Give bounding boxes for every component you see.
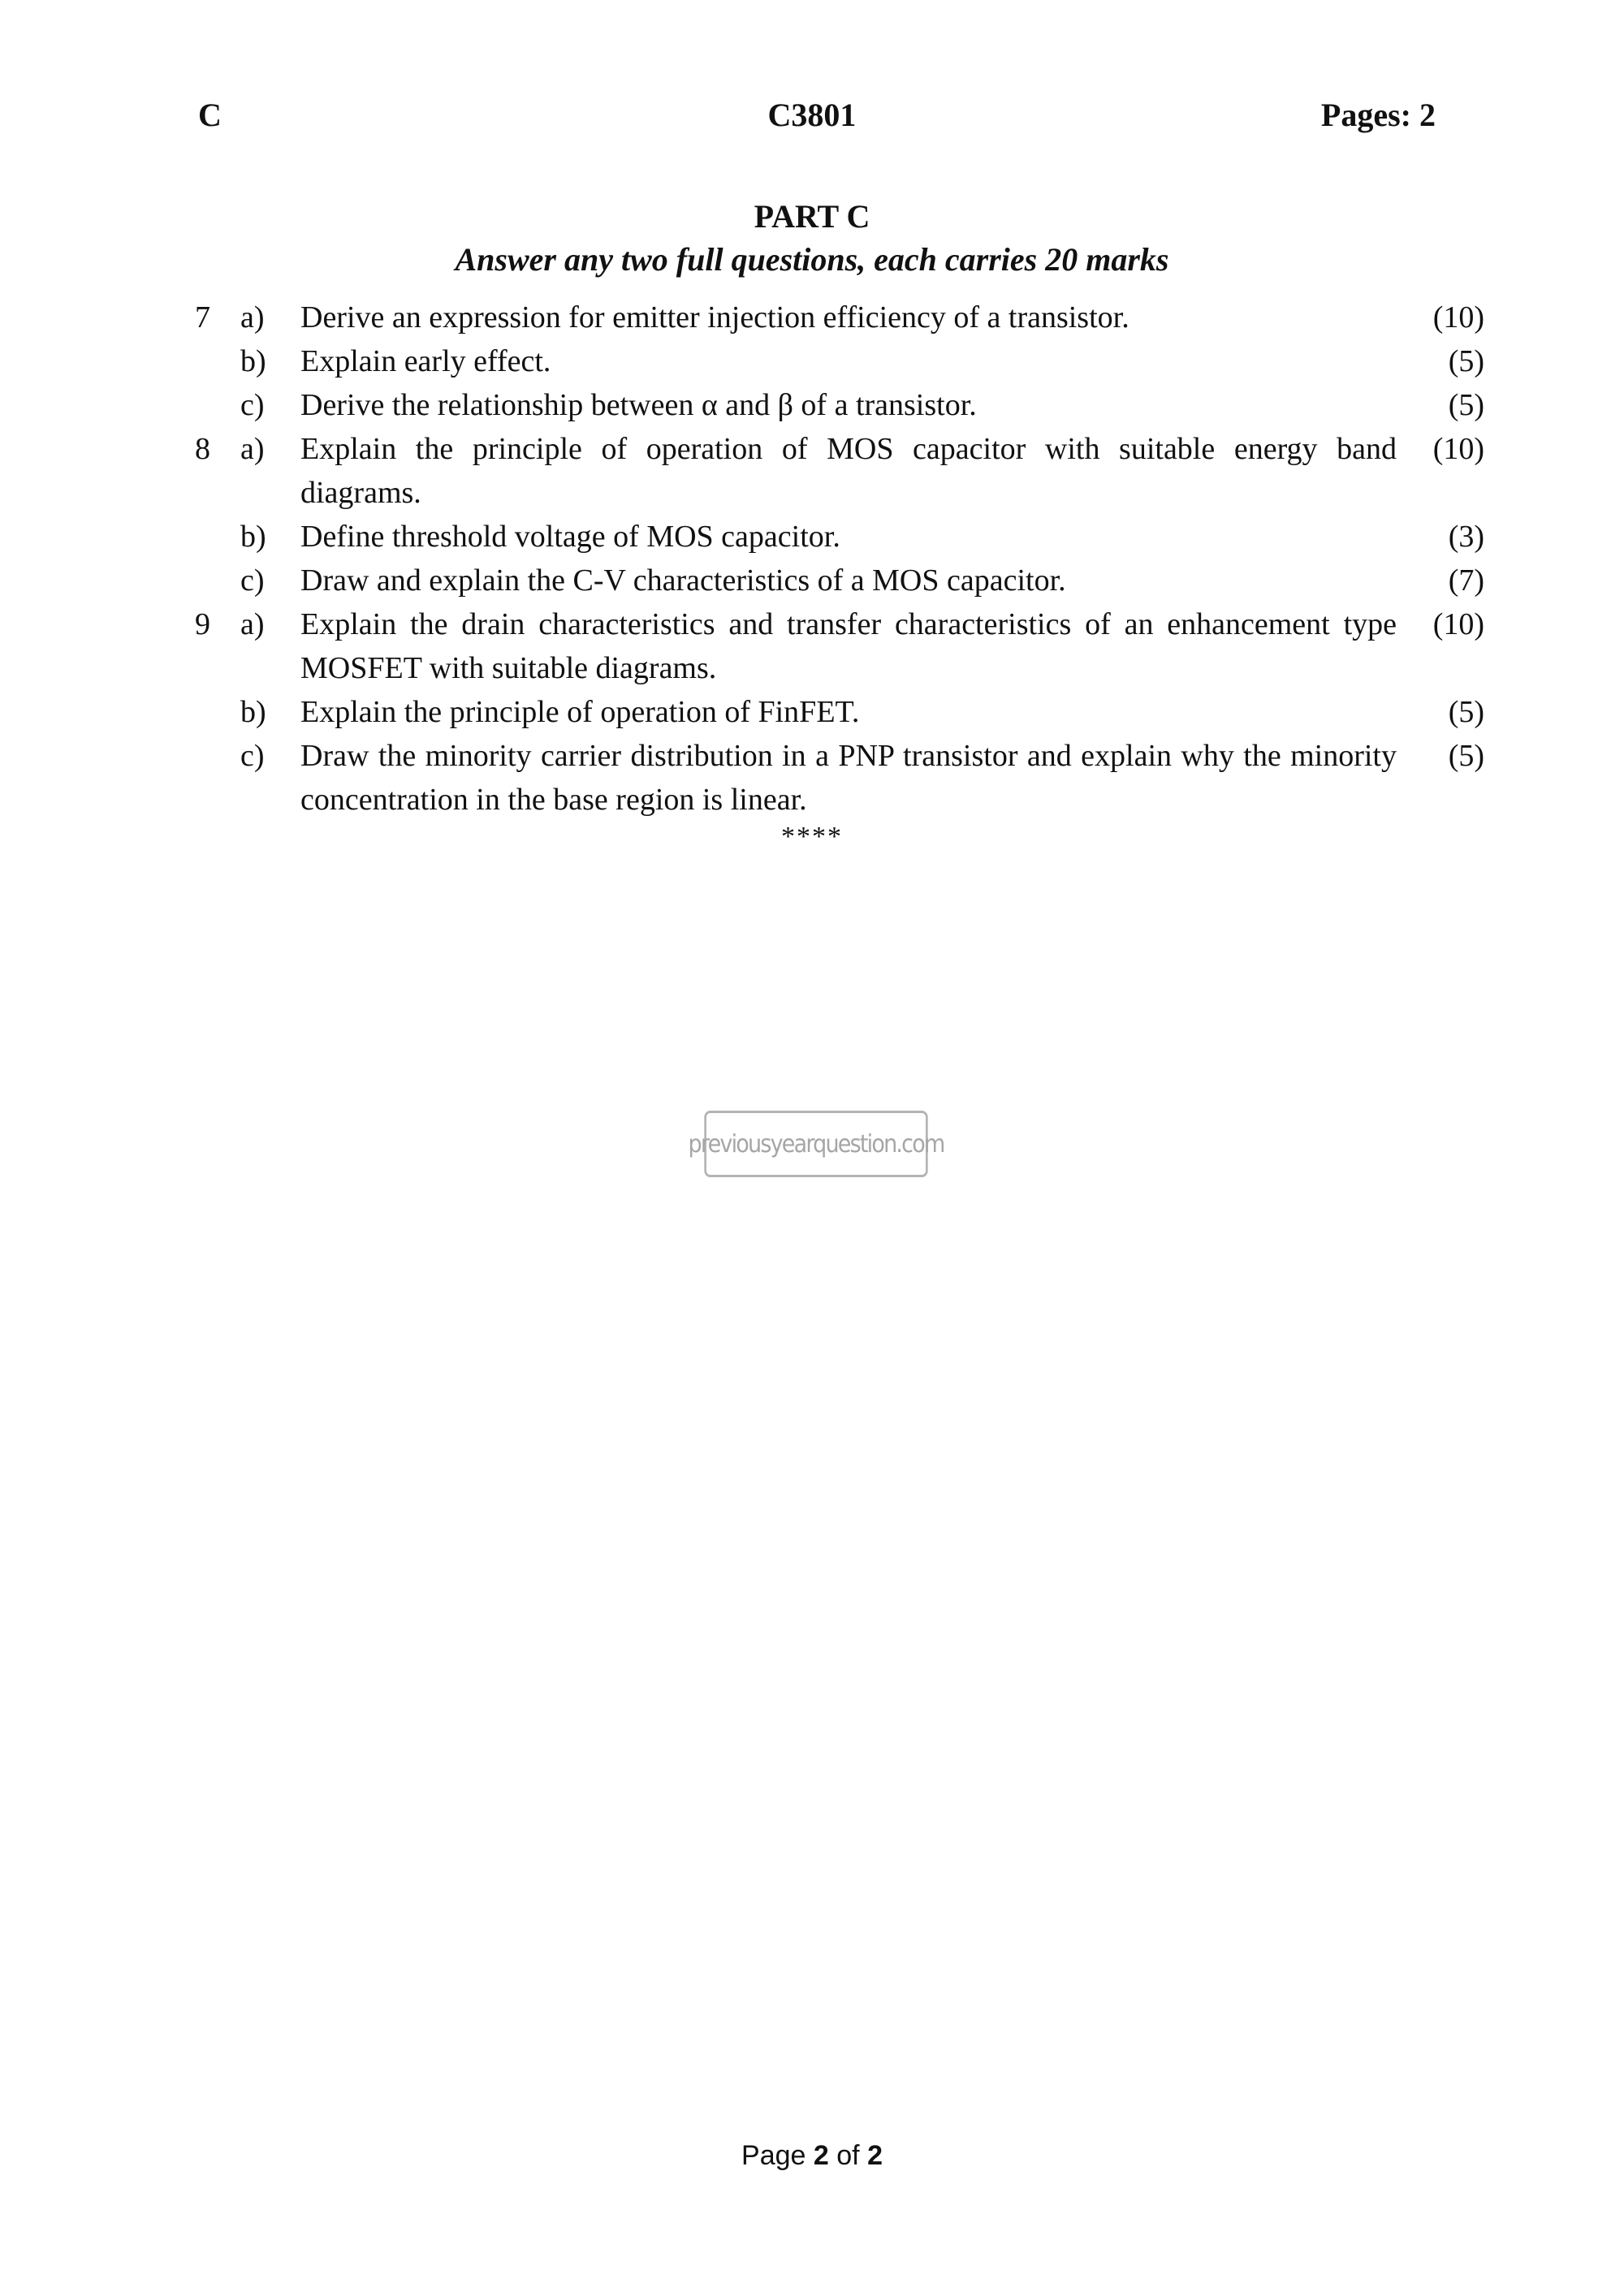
question-text: Define threshold voltage of MOS capacitor.	[300, 520, 840, 554]
question-marks: (5)	[1448, 695, 1484, 729]
sub-question-label: a)	[240, 607, 265, 641]
sub-question-label: a)	[240, 300, 265, 334]
question-marks: (5)	[1448, 388, 1484, 422]
sub-question-label: b)	[240, 520, 266, 554]
end-of-paper-mark: ****	[781, 822, 843, 852]
question-text: Draw and explain the C-V characteristics of a MOS capacitor.	[300, 563, 1066, 598]
question-7c	[0, 383, 1624, 427]
question-8a	[0, 427, 1624, 515]
footer-current-page: 2	[813, 2140, 829, 2171]
footer-of-word: of	[836, 2140, 860, 2171]
question-marks: (3)	[1448, 520, 1484, 554]
sub-question-label: b)	[240, 344, 266, 378]
sub-question-label: b)	[240, 695, 266, 729]
question-7b	[0, 339, 1624, 383]
part-title: PART C	[754, 198, 870, 235]
header-page-count: Pages: 2	[1320, 97, 1436, 133]
sub-question-label: a)	[240, 432, 265, 466]
question-text: Explain the drain characteristics and transfer characteristics of an enhancement type MOSFET with suitable diagrams.	[300, 607, 1397, 685]
question-marks: (7)	[1448, 563, 1484, 598]
question-number: 8	[195, 432, 210, 466]
sub-question-label: c)	[240, 563, 265, 598]
header-paper-code: C3801	[767, 97, 857, 133]
sub-question-label: c)	[240, 739, 265, 773]
part-instructions: Answer any two full questions, each carries 20 marks	[455, 241, 1169, 278]
watermark-logo: previousyearquestion.com	[704, 1111, 927, 1177]
question-number: 7	[195, 300, 210, 334]
question-marks: (5)	[1448, 344, 1484, 378]
question-marks: (10)	[1432, 607, 1484, 641]
question-marks: (10)	[1432, 432, 1484, 466]
page-footer	[0, 2140, 1624, 2172]
question-marks: (10)	[1432, 300, 1484, 334]
question-number: 9	[195, 607, 210, 641]
question-text: Derive the relationship between α and β of a transistor.	[300, 388, 977, 422]
header-series-code: C	[198, 97, 222, 133]
question-list	[0, 296, 1624, 822]
question-9c	[0, 734, 1624, 822]
question-8b	[0, 515, 1624, 559]
question-8c	[0, 559, 1624, 602]
question-text: Derive an expression for emitter injection efficiency of a transistor.	[300, 300, 1129, 334]
sub-question-label: c)	[240, 388, 265, 422]
question-7a	[0, 296, 1624, 339]
footer-total-pages: 2	[867, 2140, 883, 2171]
question-text: Explain early effect.	[300, 344, 551, 378]
page-header	[0, 96, 1624, 145]
question-9a	[0, 602, 1624, 690]
question-marks: (5)	[1448, 739, 1484, 773]
question-text: Explain the principle of operation of FinFET.	[300, 695, 860, 729]
question-text: Draw the minority carrier distribution in a PNP transistor and explain why the minority concentration in the base region is linear.	[300, 739, 1397, 817]
question-text: Explain the principle of operation of MOS capacitor with suitable energy band diagrams.	[300, 432, 1397, 510]
footer-page-word: Page	[741, 2140, 806, 2171]
question-9b	[0, 690, 1624, 734]
